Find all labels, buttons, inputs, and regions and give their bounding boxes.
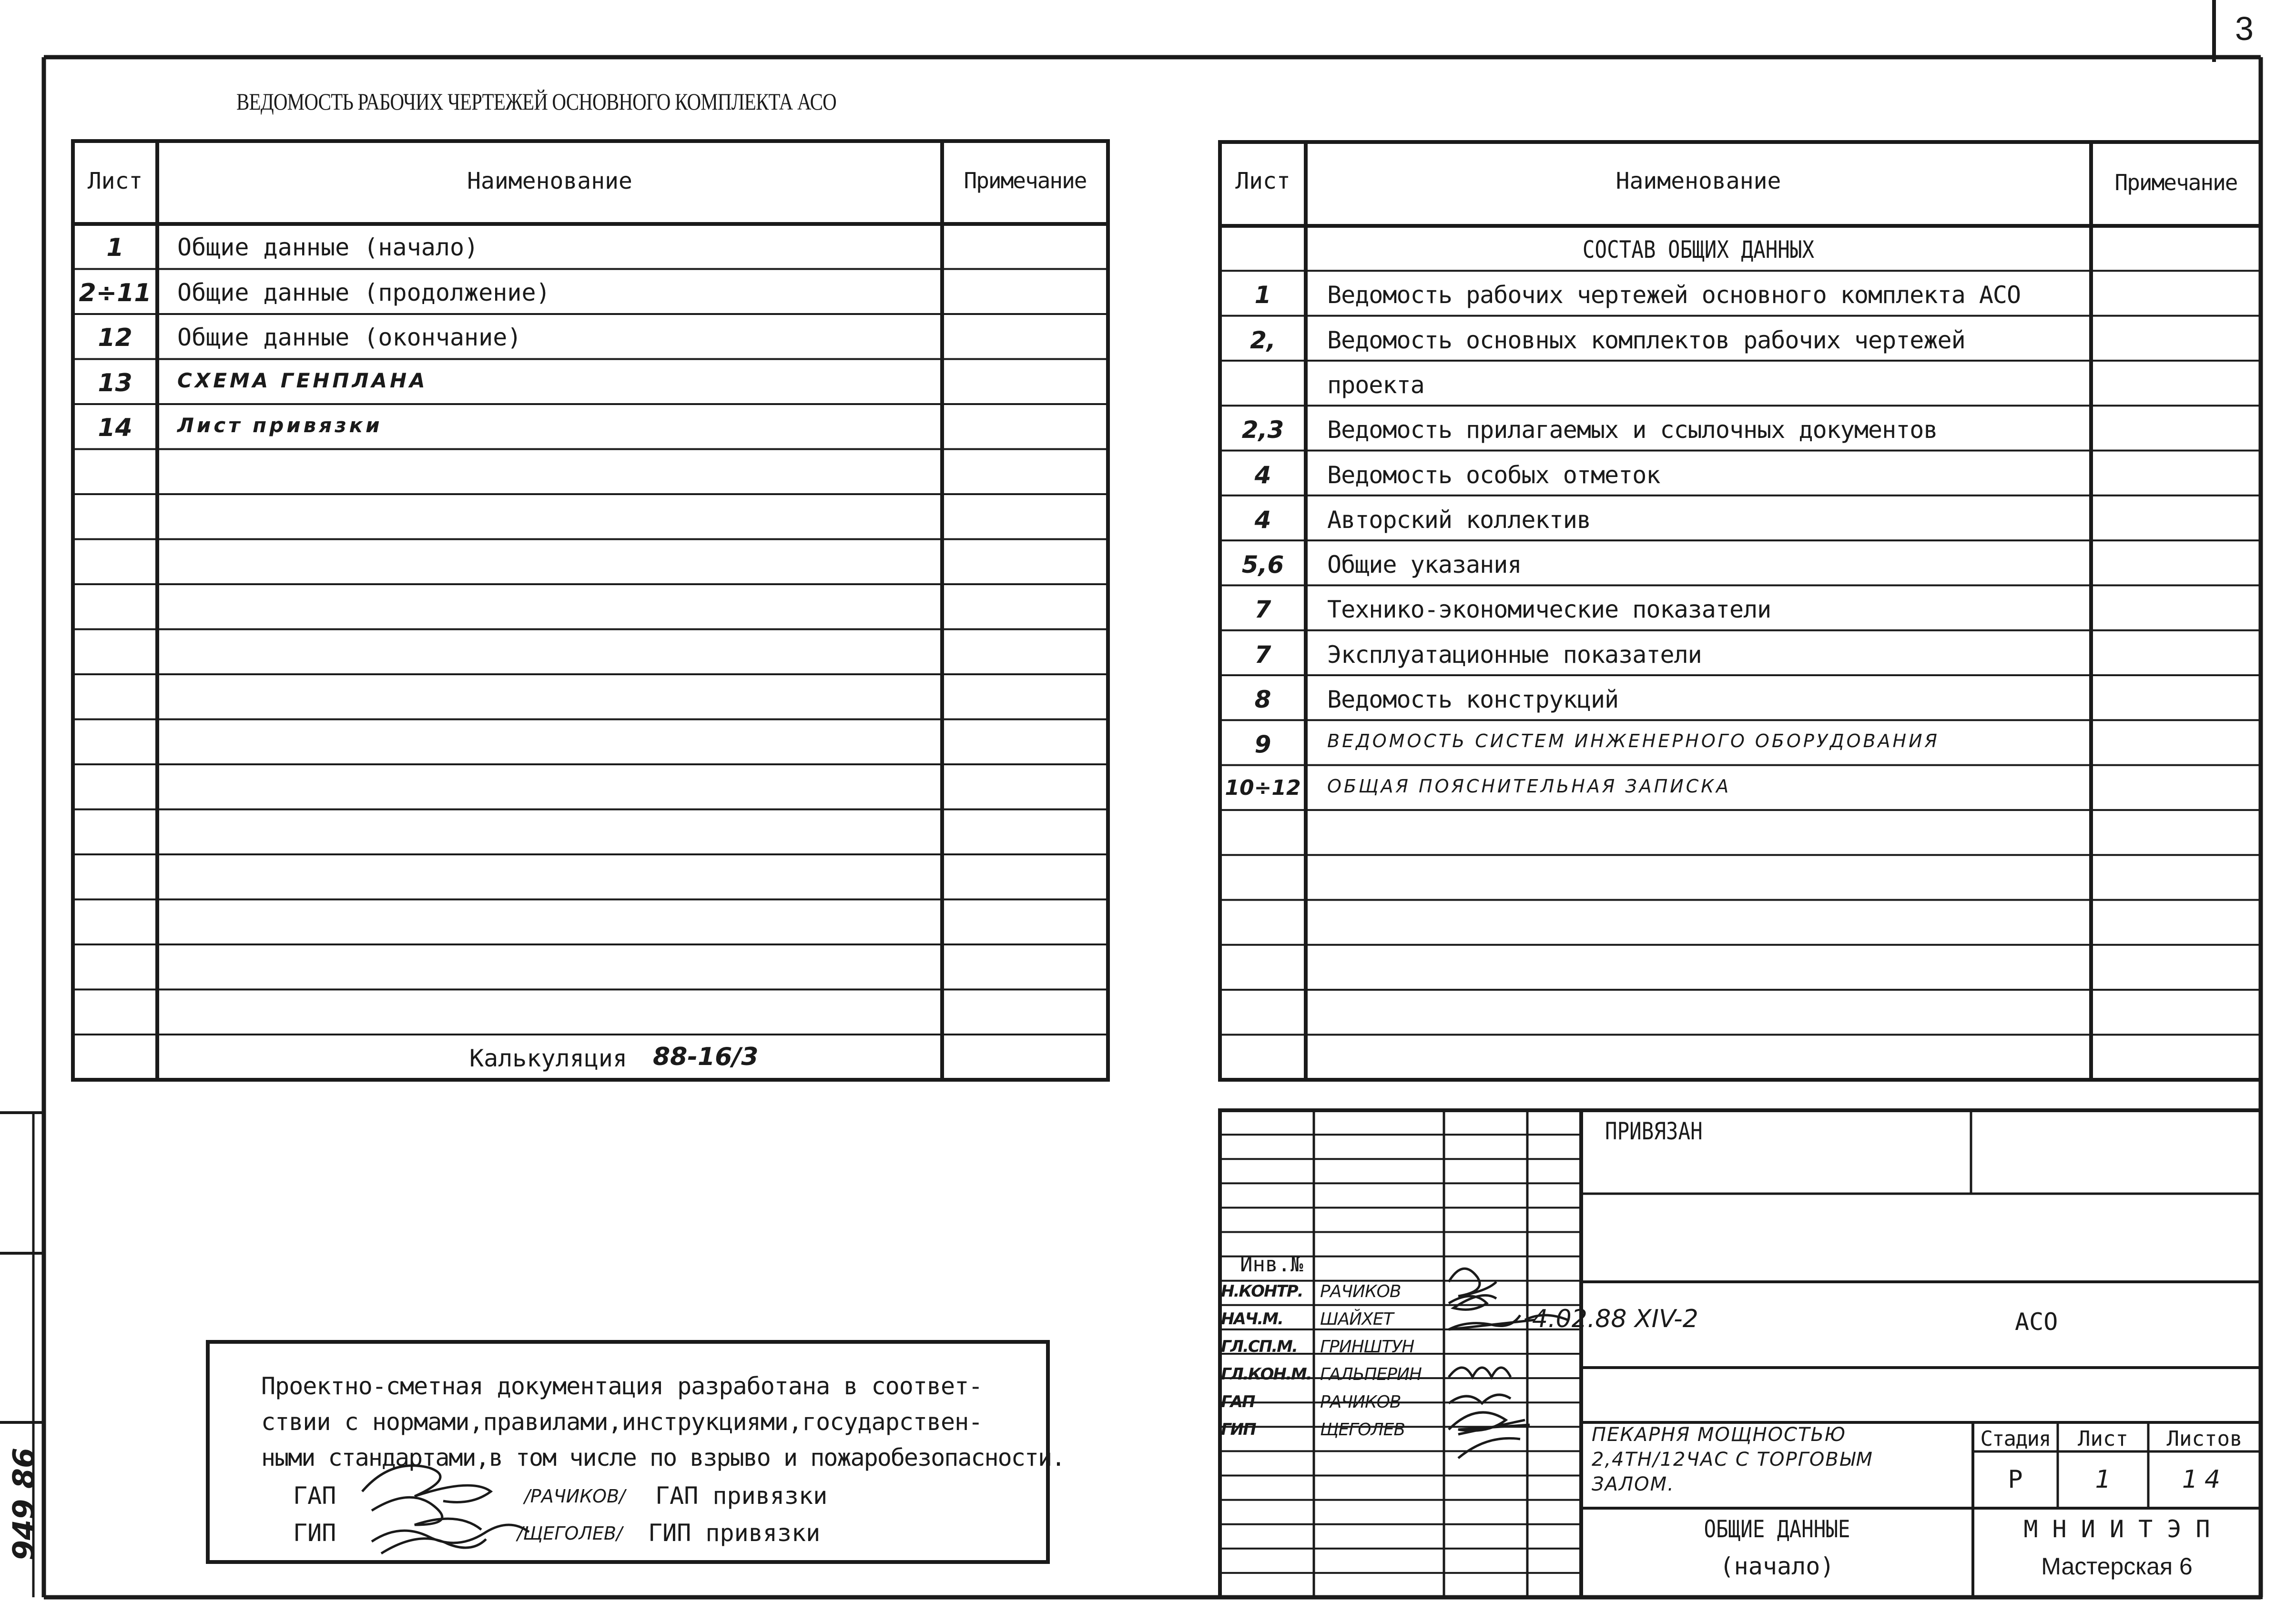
gip-suffix: ГИП привязки	[648, 1519, 821, 1547]
right-row-sheet: 4	[1254, 461, 1271, 489]
right-row-sheet: 5,6	[1241, 551, 1284, 579]
right-row-sheet: 2,3	[1241, 416, 1284, 444]
page-number: 3	[2235, 10, 2254, 47]
gap-name: /РАЧИКОВ/	[524, 1486, 625, 1507]
right-row-sheet: 10÷12	[1225, 775, 1301, 800]
doc-code: 4.02.88 XIV-2	[1532, 1305, 1698, 1333]
inv-label: Инв.№	[1240, 1252, 1303, 1277]
calc-value: 88-16/3	[653, 1043, 759, 1071]
right-row-sheet: 9	[1254, 730, 1271, 759]
right-row-name: ВЕДОМОСТЬ СИСТЕМ ИНЖЕНЕРНОГО ОБОРУДОВАНИЯ	[1327, 730, 1940, 752]
right-row-name: Эксплуатационные показатели	[1327, 640, 1702, 669]
right-row-sheet: 4	[1254, 506, 1271, 534]
document-title: ВЕДОМОСТЬ РАБОЧИХ ЧЕРТЕЖЕЙ ОСНОВНОГО КОМПЛЕКТА АСО	[236, 88, 836, 115]
doc-title-line-1: ОБЩИЕ ДАННЫЕ	[1704, 1515, 1850, 1543]
note-line-1: Проектно-сметная документация разработана в соответ-	[261, 1372, 983, 1400]
staff-role: ГАП	[1221, 1392, 1255, 1411]
right-row-name: ОБЩАЯ ПОЯСНИТЕЛЬНАЯ ЗАПИСКА	[1327, 775, 1731, 797]
left-row-name: Общие данные (начало)	[177, 233, 479, 261]
doc-mark: АСО	[2015, 1308, 2058, 1336]
staff-name: РАЧИКОВ	[1320, 1282, 1401, 1301]
sheet-value: 1	[2095, 1465, 2111, 1494]
doc-title-line-2: (начало)	[1719, 1552, 1835, 1580]
right-row-sheet: 7	[1254, 640, 1271, 669]
right-header-name: Наименование	[1615, 168, 1781, 194]
calc-label: Калькуляция	[469, 1045, 628, 1072]
right-row-name: Ведомость конструкций	[1327, 686, 1619, 713]
right-row-name: Общие указания	[1327, 551, 1522, 579]
gap-suffix: ГАП привязки	[655, 1482, 828, 1510]
right-row-name: проекта	[1327, 371, 1424, 399]
left-row-name: Общие данные (окончание)	[177, 324, 522, 351]
left-header-name: Наименование	[467, 168, 632, 194]
left-row-sheet: 12	[98, 324, 132, 352]
left-header-sheet: Лист	[87, 168, 143, 194]
right-row-sheet: 8	[1254, 686, 1271, 713]
right-header-sheet: Лист	[1235, 168, 1290, 194]
right-row-sheet: 7	[1254, 596, 1271, 624]
right-row-name: Авторский коллектив	[1327, 506, 1591, 534]
gap-label: ГАП	[293, 1482, 336, 1510]
stage-header: Стадия	[1980, 1427, 2051, 1451]
workshop: Мастерская 6	[2041, 1553, 2193, 1580]
right-row-name: Ведомость особых отметок	[1327, 461, 1660, 489]
staff-role: ГИП	[1221, 1420, 1256, 1439]
sheet-header: Лист	[2078, 1427, 2128, 1451]
gip-name: /ЩЕГОЛЕВ/	[517, 1523, 622, 1544]
object-line-2: 2,4ТН/12ЧАС С ТОРГОВЫМ	[1592, 1449, 1874, 1471]
right-row-sheet: 2,	[1250, 326, 1276, 354]
right-section-title: СОСТАВ ОБЩИХ ДАННЫХ	[1582, 236, 1815, 264]
left-row-name: Общие данные (продолжение)	[177, 278, 550, 306]
left-row-sheet: 13	[98, 368, 132, 397]
right-header-note: Примечание	[2114, 170, 2237, 195]
privyazan-label: ПРИВЯЗАН	[1605, 1117, 1703, 1145]
gip-label: ГИП	[293, 1519, 336, 1547]
staff-role: ГЛ.КОН.М.	[1221, 1365, 1311, 1384]
left-row-sheet: 14	[98, 414, 132, 442]
right-row-name: Ведомость рабочих чертежей основного комплекта АСО	[1327, 281, 2021, 309]
right-row-name: Технико-экономические показатели	[1327, 596, 1771, 624]
staff-name: РАЧИКОВ	[1320, 1392, 1401, 1412]
note-line-3: ными стандартами,в том числе по взрыво и пожаробезопасности.	[261, 1444, 1065, 1471]
left-row-name: Лист привязки	[177, 414, 383, 437]
note-line-2: ствии с нормами,правилами,инструкциями,государствен-	[261, 1408, 983, 1436]
staff-role: ГЛ.СП.М.	[1221, 1337, 1297, 1356]
left-row-sheet: 1	[106, 233, 124, 262]
left-row-name: СХЕМА ГЕНПЛАНА	[177, 368, 428, 392]
staff-name: ГАЛЬПЕРИН	[1320, 1365, 1422, 1384]
right-row-name: Ведомость прилагаемых и ссылочных документов	[1327, 416, 1938, 444]
staff-name: ЩЕГОЛЕВ	[1320, 1420, 1405, 1440]
left-row-sheet: 2÷11	[79, 278, 152, 307]
object-line-3: ЗАЛОМ.	[1592, 1473, 1675, 1495]
staff-role: НАЧ.М.	[1221, 1309, 1283, 1329]
stage-value: Р	[2008, 1465, 2023, 1494]
staff-name: ГРИНШТУН	[1320, 1337, 1414, 1357]
sheets-header: Листов	[2166, 1427, 2243, 1451]
left-header-note: Примечание	[964, 168, 1087, 193]
organization: М Н И И Т Э П	[2023, 1515, 2210, 1543]
side-stamp: 949 86	[6, 1447, 41, 1561]
right-row-sheet: 1	[1254, 281, 1271, 309]
object-line-1: ПЕКАРНЯ МОЩНОСТЬЮ	[1592, 1424, 1847, 1446]
right-row-name: Ведомость основных комплектов рабочих чертежей	[1327, 326, 1965, 354]
staff-role: Н.КОНТР.	[1221, 1282, 1303, 1301]
sheets-value: 14	[2182, 1465, 2227, 1494]
staff-name: ШАЙХЕТ	[1320, 1309, 1393, 1329]
